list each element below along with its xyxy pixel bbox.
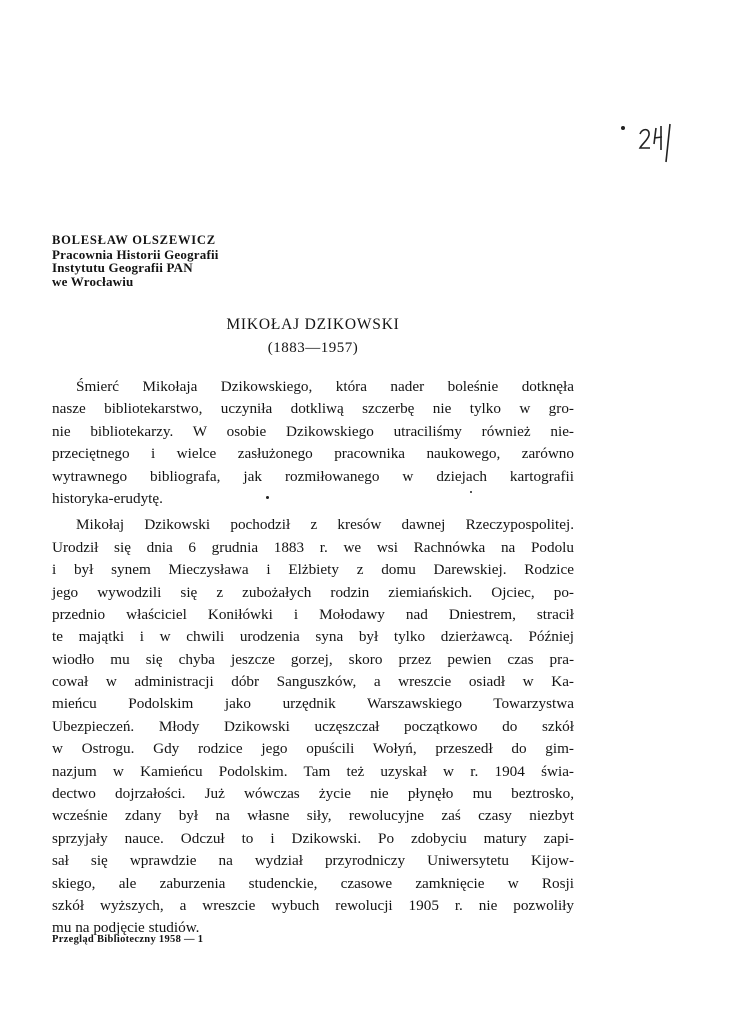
scan-speck	[266, 496, 269, 499]
text-line: te majątki i w chwili urodzenia syna był tylko dzierżawcą. Później	[52, 628, 574, 646]
text-line: Ubezpieczeń. Młody Dzikowski uczęszczał początkowo do szkół	[52, 717, 574, 735]
text-line: jego wywodzili się z zubożałych rodzin ziemiańskich. Ojciec, po-	[52, 583, 574, 601]
text-line: skiego, ale zaburzenia studenckie, czasowe zamknięcie w Rosji	[52, 874, 574, 892]
text-line: Mikołaj Dzikowski pochodził z kresów dawnej Rzeczypospolitej.	[76, 516, 574, 534]
text-line: mu na podjęcie studiów.	[52, 919, 200, 937]
text-line: wiodło mu się chyba jeszcze gorzej, skoro przez pewien czas pra-	[52, 650, 574, 668]
text-line: historyka-erudytę.	[52, 489, 163, 507]
text-line: wytrawnego bibliografa, jak rozmiłowanego w dziejach kartografii	[52, 467, 574, 485]
scan-speck	[470, 491, 472, 493]
text-line: Śmierć Mikołaja Dzikowskiego, która nader boleśnie dotknęła	[76, 378, 574, 395]
text-line: Urodził się dnia 6 grudnia 1883 r. we wsi Rachnówka na Podolu	[52, 538, 574, 556]
article-body	[52, 376, 574, 940]
text-line: nasze bibliotekarstwo, uczyniła dotkliwą szczerbę nie tylko w gro-	[52, 400, 574, 418]
text-line: przeciętnego i wielce zasłużonego pracownika naukowego, zarówno	[52, 445, 574, 463]
text-line: nazjum w Kamieńcu Podolskim. Tam też uzyskał w r. 1904 świa-	[52, 762, 574, 780]
text-line: przednio właściciel Koniłówki i Mołodawy nad Dniestrem, stracił	[52, 605, 574, 623]
text-line: nie bibliotekarzy. W osobie Dzikowskiego utraciliśmy również nie-	[52, 422, 574, 440]
article-title: MIKOŁAJ DZIKOWSKI	[226, 316, 400, 333]
journal-footer: Przegląd Biblioteczny 1958 — 1	[52, 934, 204, 945]
text-line: sał się wprawdzie na wydział przyrodniczy Uniwersytetu Kijow-	[52, 852, 574, 870]
author-affiliation-line: Instytutu Geografii PAN	[52, 260, 193, 275]
article-dates: (1883—1957)	[267, 340, 359, 356]
text-line: cował w administracji dóbr Sanguszków, a wreszcie osiadł w Ka-	[52, 673, 574, 691]
author-affiliation-line: we Wrocławiu	[52, 273, 134, 289]
text-line: mieńcu Podolskim jako urzędnik Warszawskiego Towarzystwa	[52, 695, 574, 713]
text-line: i był synem Mieczysława i Elżbiety z domu Darewskiej. Rodzice	[52, 561, 574, 579]
handwritten-annotation	[618, 118, 688, 166]
text-line: szkół wyższych, a wreszcie wybuch rewolucji 1905 r. nie pozwoliły	[52, 896, 574, 914]
paragraph	[52, 376, 574, 510]
author-block	[52, 234, 219, 288]
text-line: dectwo dojrzałości. Już wówczas życie nie płynęło mu beztrosko,	[52, 785, 574, 803]
text-line: w Ostrogu. Gdy rodzice jego opuścili Wołyń, przeszedł do gim-	[52, 740, 574, 758]
text-line: sprzyjały nauce. Odczuł to i Dzikowski. Po zdobyciu matury zapi-	[52, 829, 574, 847]
paragraph	[52, 514, 574, 939]
author-name: BOLESŁAW OLSZEWICZ	[52, 233, 216, 247]
author-affiliation-line: Pracownia Historii Geografii	[52, 246, 219, 262]
text-line: wcześnie zdany był na własne siły, rewolucyjne zaś czasy niezbyt	[52, 807, 574, 825]
